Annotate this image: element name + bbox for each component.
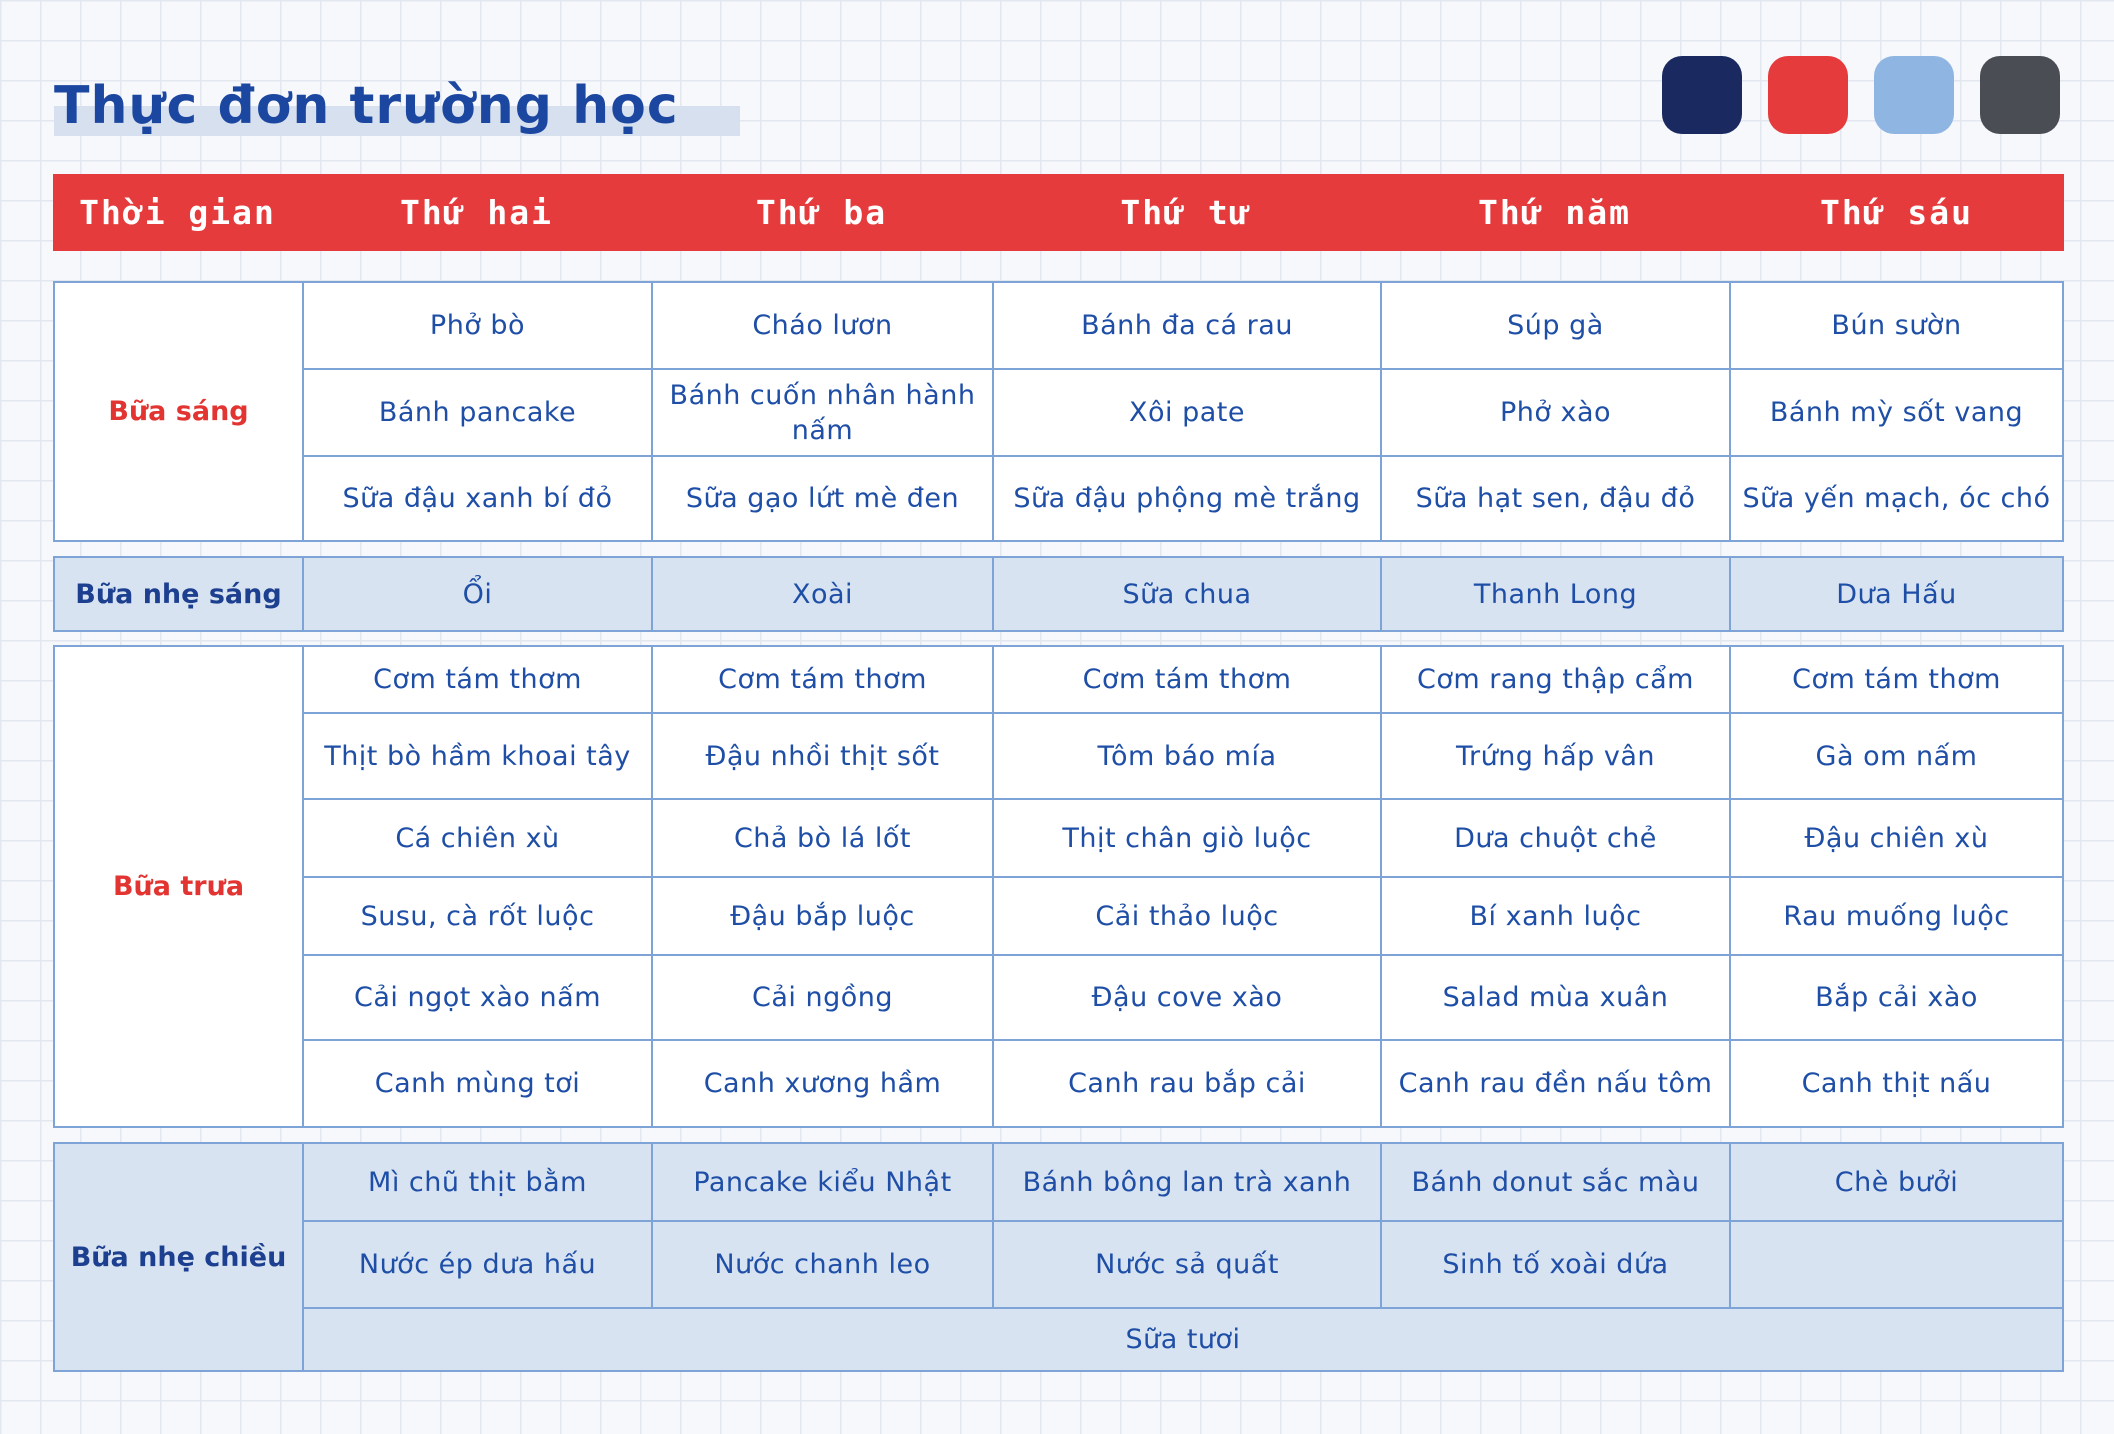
breakfast-cell: Bánh pancake <box>304 370 653 457</box>
header-monday: Thứ hai <box>399 193 554 232</box>
lunch-cell: Cải ngồng <box>653 956 994 1041</box>
morning-snack-cell: Dưa Hấu <box>1836 578 1957 610</box>
swatch-red <box>1768 56 1848 134</box>
afternoon-snack-cell: Bánh donut sắc màu <box>1382 1144 1731 1222</box>
header-wednesday: Thứ tư <box>1120 193 1252 232</box>
breakfast-cell: Sữa đậu phộng mè trắng <box>994 457 1382 540</box>
breakfast-cell: Cháo lươn <box>653 283 994 370</box>
afternoon-snack-cell: Sinh tố xoài dứa <box>1382 1222 1731 1309</box>
lunch-cell: Dưa chuột chẻ <box>1382 800 1731 878</box>
afternoon-snack-cell: Nước ép dưa hấu <box>304 1222 653 1309</box>
lunch-cell: Thịt chân giò luộc <box>994 800 1382 878</box>
lunch-cell: Đậu cove xào <box>994 956 1382 1041</box>
lunch-cell: Canh xương hầm <box>653 1041 994 1126</box>
lunch-cell: Cải ngọt xào nấm <box>304 956 653 1041</box>
lunch-grid <box>304 647 2062 1126</box>
afternoon-snack-cell: Chè bưởi <box>1731 1144 2062 1222</box>
swatch-light-blue <box>1874 56 1954 134</box>
lunch-cell: Trứng hấp vân <box>1382 714 1731 800</box>
lunch-cell: Rau muống luộc <box>1731 878 2062 956</box>
swatch-gray <box>1980 56 2060 134</box>
lunch-cell: Bắp cải xào <box>1731 956 2062 1041</box>
lunch-cell: Cơm tám thơm <box>653 647 994 714</box>
lunch-cell: Cá chiên xù <box>304 800 653 878</box>
afternoon-snack-cell: Bánh bông lan trà xanh <box>994 1144 1382 1222</box>
morning-snack-block <box>53 556 2064 632</box>
lunch-cell: Gà om nấm <box>1731 714 2062 800</box>
title-area <box>54 78 679 134</box>
lunch-cell: Susu, cà rốt luộc <box>304 878 653 956</box>
lunch-cell: Canh rau đền nấu tôm <box>1382 1041 1731 1126</box>
afternoon-snack-cell: Pancake kiểu Nhật <box>653 1144 994 1222</box>
afternoon-snack-label: Bữa nhẹ chiều <box>55 1144 304 1370</box>
afternoon-snack-cell: Nước chanh leo <box>653 1222 994 1309</box>
breakfast-cell: Súp gà <box>1382 283 1731 370</box>
lunch-cell: Thịt bò hầm khoai tây <box>304 714 653 800</box>
header-thursday: Thứ năm <box>1477 193 1632 232</box>
breakfast-cell: Bánh đa cá rau <box>994 283 1382 370</box>
breakfast-cell: Sữa hạt sen, đậu đỏ <box>1382 457 1731 540</box>
afternoon-snack-cell: Mì chũ thịt bằm <box>304 1144 653 1222</box>
breakfast-label: Bữa sáng <box>55 283 304 540</box>
breakfast-cell: Phở bò <box>304 283 653 370</box>
lunch-cell: Salad mùa xuân <box>1382 956 1731 1041</box>
morning-snack-cell: Xoài <box>653 558 994 630</box>
lunch-block <box>53 645 2064 1128</box>
breakfast-cell: Bún sườn <box>1731 283 2062 370</box>
afternoon-snack-grid <box>304 1144 2062 1370</box>
breakfast-cell: Sữa đậu xanh bí đỏ <box>304 457 653 540</box>
lunch-cell: Cải thảo luộc <box>994 878 1382 956</box>
afternoon-snack-cell <box>1731 1222 2062 1309</box>
breakfast-cell: Sữa yến mạch, óc chó <box>1742 483 2051 514</box>
lunch-label: Bữa trưa <box>55 647 304 1126</box>
lunch-cell: Canh thịt nấu <box>1801 1068 1992 1099</box>
afternoon-snack-cell: Nước sả quất <box>994 1222 1382 1309</box>
breakfast-cell: Phở xào <box>1382 370 1731 457</box>
lunch-cell: Cơm rang thập cẩm <box>1382 647 1731 714</box>
lunch-cell: Đậu bắp luộc <box>653 878 994 956</box>
header-friday: Thứ sáu <box>1819 193 1974 232</box>
lunch-cell: Tôm báo mía <box>994 714 1382 800</box>
lunch-cell: Cơm tám thơm <box>1731 647 2062 714</box>
page-title: Thực đơn trường học <box>54 76 679 136</box>
lunch-cell: Bí xanh luộc <box>1382 878 1731 956</box>
breakfast-cell: Bánh mỳ sốt vang <box>1731 370 2062 457</box>
afternoon-snack-block <box>53 1142 2064 1372</box>
lunch-cell: Đậu nhồi thịt sốt <box>653 714 994 800</box>
breakfast-cell: Sữa gạo lứt mè đen <box>653 457 994 540</box>
morning-snack-cell: Ổi <box>304 558 653 630</box>
morning-snack-cell: Sữa chua <box>994 558 1382 630</box>
swatch-navy <box>1662 56 1742 134</box>
lunch-cell: Chả bò lá lốt <box>653 800 994 878</box>
morning-snack-cell: Thanh Long <box>1382 558 1731 630</box>
header-tuesday: Thứ ba <box>755 193 888 232</box>
breakfast-grid <box>304 283 2062 540</box>
morning-snack-grid <box>304 558 2062 630</box>
breakfast-block <box>53 281 2064 542</box>
breakfast-cell: Xôi pate <box>994 370 1382 457</box>
lunch-cell: Đậu chiên xù <box>1731 800 2062 878</box>
breakfast-cell: Bánh cuốn nhân hành nấm <box>653 370 994 457</box>
lunch-cell: Cơm tám thơm <box>994 647 1382 714</box>
morning-snack-label: Bữa nhẹ sáng <box>55 558 304 630</box>
lunch-cell: Cơm tám thơm <box>304 647 653 714</box>
lunch-cell: Canh rau bắp cải <box>994 1041 1382 1126</box>
table-header <box>53 174 2064 251</box>
header-time: Thời gian <box>79 193 276 232</box>
afternoon-snack-shared-cell: Sữa tươi <box>1125 1324 1241 1355</box>
lunch-cell: Canh mùng tơi <box>304 1041 653 1126</box>
